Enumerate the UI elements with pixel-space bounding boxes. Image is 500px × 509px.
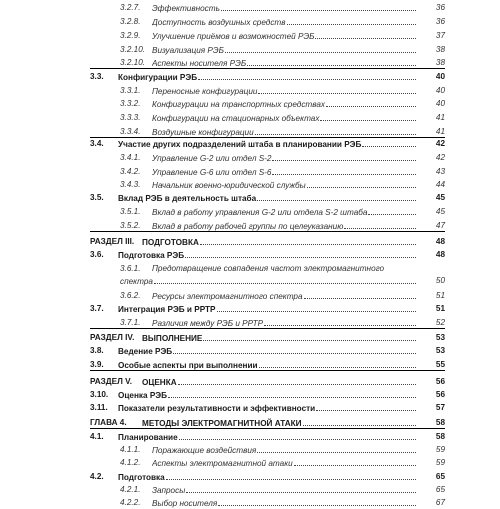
toc-entry-title: ВЫПОЛНЕНИЕ bbox=[142, 334, 203, 343]
toc-entry-number: ГЛАВА 4. bbox=[90, 418, 127, 427]
section-divider bbox=[90, 370, 445, 371]
toc-entry-number: 3.8. bbox=[90, 346, 104, 355]
dot-leader bbox=[173, 345, 416, 354]
toc-entry[interactable] bbox=[0, 484, 500, 495]
dot-leader bbox=[368, 206, 416, 215]
dot-leader bbox=[200, 236, 416, 245]
toc-entry[interactable] bbox=[0, 303, 500, 314]
toc-entry-page: 45 bbox=[435, 193, 445, 202]
dot-leader bbox=[326, 98, 416, 107]
toc-entry-page: 56 bbox=[435, 377, 445, 386]
toc-entry-title: спектра bbox=[120, 277, 153, 286]
toc-entry-number: 4.1. bbox=[90, 432, 104, 441]
dot-leader bbox=[362, 138, 416, 147]
toc-entry-title: Конфигурации на стационарных объектах bbox=[152, 114, 320, 123]
toc-entry-title: МЕТОДЫ ЭЛЕКТРОМАГНИТНОЙ АТАКИ bbox=[142, 419, 302, 428]
toc-entry-page: 59 bbox=[435, 458, 445, 467]
toc-entry-page: 65 bbox=[435, 472, 445, 481]
dot-leader bbox=[257, 444, 416, 453]
dot-leader bbox=[315, 30, 416, 39]
toc-entry-page: 37 bbox=[435, 31, 445, 40]
toc-entry-title: Предотвращение совпадения частот электромагнитного bbox=[152, 264, 385, 273]
toc-entry-number: 3.10. bbox=[90, 390, 109, 399]
toc-entry-page: 40 bbox=[435, 86, 445, 95]
dot-leader bbox=[247, 57, 416, 66]
toc-entry-page: 65 bbox=[435, 485, 445, 494]
toc-entry-page: 43 bbox=[435, 167, 445, 176]
dot-leader bbox=[304, 290, 416, 299]
dot-leader bbox=[258, 85, 416, 94]
toc-entry-title: Аспекты носителя РЭБ bbox=[152, 59, 247, 68]
dot-leader bbox=[307, 179, 416, 188]
toc-entry-number: 3.7.1. bbox=[120, 318, 141, 327]
toc-entry-number: 3.2.8. bbox=[120, 17, 141, 26]
toc-entry[interactable] bbox=[0, 359, 500, 370]
toc-entry-title: Подготовка bbox=[118, 473, 165, 482]
dot-leader bbox=[203, 332, 416, 341]
toc-entry-number: 3.7. bbox=[90, 304, 104, 313]
toc-entry-page: 53 bbox=[435, 346, 445, 355]
toc-entry-number: 3.2.10. bbox=[120, 45, 146, 54]
toc-entry-title: Переносные конфигурации bbox=[152, 87, 258, 96]
dot-leader bbox=[259, 359, 416, 368]
toc-entry-page: 41 bbox=[435, 127, 445, 136]
toc-entry-title: Особые аспекты при выполнении bbox=[118, 361, 258, 370]
toc-entry-title: Начальник военно-юридической службы bbox=[152, 181, 306, 190]
toc-entry-number: РАЗДЕЛ III. bbox=[90, 237, 135, 246]
toc-entry-page: 40 bbox=[435, 99, 445, 108]
toc-entry-page: 47 bbox=[435, 221, 445, 230]
dot-leader bbox=[168, 389, 416, 398]
toc-entry[interactable] bbox=[0, 57, 500, 68]
toc-entry[interactable] bbox=[0, 98, 500, 109]
dot-leader bbox=[179, 431, 416, 440]
toc-entry-number: 3.2.7. bbox=[120, 3, 141, 12]
toc-entry-page: 50 bbox=[435, 276, 445, 285]
toc-entry[interactable] bbox=[0, 44, 500, 55]
dot-leader bbox=[255, 126, 416, 135]
toc-entry-title: Выбор носителя bbox=[152, 499, 218, 508]
toc-entry-title: Ведение РЭБ bbox=[118, 347, 173, 356]
toc-entry-title: Различия между РЭБ и РРТР bbox=[152, 319, 264, 328]
toc-entry-page: 45 bbox=[435, 207, 445, 216]
toc-entry-number: 4.1.1. bbox=[120, 445, 141, 454]
toc-entry-page: 59 bbox=[435, 445, 445, 454]
dot-leader bbox=[320, 112, 416, 121]
toc-entry-number: 3.6.2. bbox=[120, 291, 141, 300]
toc-entry-title: Визуализация РЭБ bbox=[152, 46, 224, 55]
dot-leader bbox=[272, 166, 416, 175]
toc-entry[interactable] bbox=[0, 402, 500, 413]
toc-entry[interactable] bbox=[0, 30, 500, 41]
toc-entry-number: 3.3.2. bbox=[120, 99, 141, 108]
dot-leader bbox=[272, 152, 416, 161]
toc-entry[interactable] bbox=[0, 112, 500, 123]
toc-entry-page: 53 bbox=[435, 333, 445, 342]
section-divider bbox=[90, 231, 445, 232]
dot-leader bbox=[185, 249, 416, 258]
toc-entry-number: 3.5. bbox=[90, 193, 104, 202]
toc-entry[interactable] bbox=[0, 376, 500, 387]
dot-leader bbox=[186, 484, 416, 493]
toc-entry-number: 3.3.1. bbox=[120, 86, 141, 95]
toc-entry-title: Эффективность bbox=[152, 4, 220, 13]
section-divider bbox=[90, 68, 445, 69]
toc-entry-title: Подготовка РЭБ bbox=[118, 251, 185, 260]
dot-leader bbox=[154, 275, 416, 284]
toc-entry[interactable] bbox=[0, 431, 500, 442]
toc-entry-title: Показатели результативности и эффективности bbox=[118, 404, 316, 413]
toc-entry[interactable] bbox=[0, 290, 500, 301]
dot-leader bbox=[221, 2, 416, 11]
dot-leader bbox=[218, 497, 416, 506]
toc-entry-title: Интеграция РЭБ и РРТР bbox=[118, 305, 216, 314]
toc-entry-number: 3.5.1. bbox=[120, 207, 141, 216]
dot-leader bbox=[264, 317, 416, 326]
toc-entry-page: 67 bbox=[435, 498, 445, 507]
toc-entry[interactable] bbox=[0, 389, 500, 400]
toc-entry-number: 4.2. bbox=[90, 472, 104, 481]
toc-entry[interactable] bbox=[0, 275, 500, 286]
toc-entry-title: Запросы bbox=[152, 486, 186, 495]
toc-entry-title: Аспекты электромагнитной атаки bbox=[152, 459, 293, 468]
toc-entry-page: 51 bbox=[435, 304, 445, 313]
toc-entry[interactable] bbox=[0, 471, 500, 482]
dot-leader bbox=[198, 71, 416, 80]
toc-entry-title: Вклад в работу управления G-2 или отдела S-2 штаба bbox=[152, 208, 368, 217]
toc-entry-page: 41 bbox=[435, 113, 445, 122]
toc-entry-title: Воздушные конфигурации bbox=[152, 128, 254, 137]
toc-entry-title: Поражающие воздействия bbox=[152, 446, 257, 455]
dot-leader bbox=[316, 402, 416, 411]
toc-entry-number: 3.9. bbox=[90, 360, 104, 369]
toc-entry[interactable] bbox=[0, 263, 500, 274]
toc-entry-title: Планирование bbox=[118, 433, 178, 442]
toc-entry-title: Управление G-2 или отдел S-2 bbox=[152, 154, 272, 163]
toc-entry-page: 56 bbox=[435, 390, 445, 399]
toc-entry[interactable] bbox=[0, 126, 500, 137]
toc-entry-number: 3.4.2. bbox=[120, 167, 141, 176]
toc-entry-title: ПОДГОТОВКА bbox=[142, 238, 199, 247]
toc-entry-page: 38 bbox=[435, 58, 445, 67]
toc-entry[interactable] bbox=[0, 444, 500, 455]
toc-entry-page: 52 bbox=[435, 318, 445, 327]
toc-entry[interactable] bbox=[0, 345, 500, 356]
toc-entry-title: ОЦЕНКА bbox=[142, 378, 177, 387]
toc-entry-number: 3.5.2. bbox=[120, 221, 141, 230]
toc-entry-number: 3.2.10. bbox=[120, 58, 146, 67]
toc-entry[interactable] bbox=[0, 166, 500, 177]
toc-entry-number: 3.4. bbox=[90, 139, 104, 148]
toc-entry-title: Участие других подразделений штаба в планировании РЭБ bbox=[118, 140, 362, 149]
dot-leader bbox=[287, 16, 416, 25]
toc-entry-page: 42 bbox=[435, 139, 445, 148]
toc-entry-number: 4.1.2. bbox=[120, 458, 141, 467]
dot-leader bbox=[257, 192, 416, 201]
toc-entry[interactable] bbox=[0, 71, 500, 82]
toc-entry-number: 4.2.2. bbox=[120, 498, 141, 507]
toc-entry-page: 40 bbox=[435, 72, 445, 81]
toc-entry-number: 3.2.9. bbox=[120, 31, 141, 40]
toc-entry-page: 58 bbox=[435, 418, 445, 427]
toc-entry-number: РАЗДЕЛ IV. bbox=[90, 333, 135, 342]
toc-entry[interactable] bbox=[0, 497, 500, 508]
toc-entry-page: 44 bbox=[435, 180, 445, 189]
toc-entry[interactable] bbox=[0, 16, 500, 27]
toc-entry[interactable] bbox=[0, 317, 500, 328]
toc-entry-title: Вклад РЭБ в деятельность штаба bbox=[118, 194, 257, 203]
toc-entry-number: 3.11. bbox=[90, 403, 108, 412]
toc-entry-number: 3.6.1. bbox=[120, 264, 141, 273]
toc-entry-number: 3.4.3. bbox=[120, 180, 141, 189]
dot-leader bbox=[217, 303, 416, 312]
dot-leader bbox=[344, 220, 416, 229]
toc-entry[interactable] bbox=[0, 206, 500, 217]
toc-entry-number: 3.3. bbox=[90, 72, 104, 81]
toc-entry-number: 3.6. bbox=[90, 250, 104, 259]
toc-entry-page: 57 bbox=[435, 403, 445, 412]
toc-entry[interactable] bbox=[0, 457, 500, 468]
toc-entry-title: Вклад в работу рабочей группы по целеуказанию bbox=[152, 222, 344, 231]
dot-leader bbox=[303, 417, 416, 426]
toc-entry-page: 48 bbox=[435, 237, 445, 246]
toc-entry-number: 3.4.1. bbox=[120, 153, 141, 162]
toc-entry-page: 36 bbox=[435, 3, 445, 12]
toc-entry-page: 48 bbox=[435, 250, 445, 259]
toc-entry-page: 36 bbox=[435, 17, 445, 26]
toc-entry[interactable] bbox=[0, 2, 500, 13]
toc-entry[interactable] bbox=[0, 138, 500, 149]
toc-entry[interactable] bbox=[0, 220, 500, 231]
toc-entry[interactable] bbox=[0, 152, 500, 163]
toc-entry-page: 51 bbox=[435, 291, 445, 300]
toc-entry-title: Ресурсы электромагнитного спектра bbox=[152, 292, 303, 301]
dot-leader bbox=[294, 457, 416, 466]
toc-entry[interactable] bbox=[0, 332, 500, 343]
toc-entry[interactable] bbox=[0, 417, 500, 428]
toc-entry-page: 55 bbox=[435, 360, 445, 369]
section-divider bbox=[90, 428, 445, 429]
dot-leader bbox=[225, 44, 416, 53]
toc-entry-page: 38 bbox=[435, 45, 445, 54]
toc-entry-number: 4.2.1. bbox=[120, 485, 141, 494]
toc-entry[interactable] bbox=[0, 236, 500, 247]
toc-entry[interactable] bbox=[0, 192, 500, 203]
toc-entry-page: 58 bbox=[435, 432, 445, 441]
toc-entry-title: Улучшение приёмов и возможностей РЭБ bbox=[152, 32, 315, 41]
toc-entry[interactable] bbox=[0, 85, 500, 96]
toc-entry-page: 42 bbox=[435, 153, 445, 162]
dot-leader bbox=[166, 471, 416, 480]
toc-entry-number: 3.3.4. bbox=[120, 127, 141, 136]
toc-entry[interactable] bbox=[0, 179, 500, 190]
toc-entry-title: Доступность воздушных средств bbox=[152, 18, 286, 27]
toc-entry-number: РАЗДЕЛ V. bbox=[90, 377, 133, 386]
dot-leader bbox=[178, 376, 416, 385]
toc-entry-title: Управление G-6 или отдел S-6 bbox=[152, 168, 272, 177]
toc-entry[interactable] bbox=[0, 249, 500, 260]
section-divider bbox=[90, 328, 445, 329]
toc-entry-title: Конфигурации РЭБ bbox=[118, 73, 198, 82]
toc-entry-number: 3.3.3. bbox=[120, 113, 141, 122]
toc-entry-title: Конфигурации на транспортных средствах bbox=[152, 100, 325, 109]
toc-entry-title: Оценка РЭБ bbox=[118, 391, 167, 400]
